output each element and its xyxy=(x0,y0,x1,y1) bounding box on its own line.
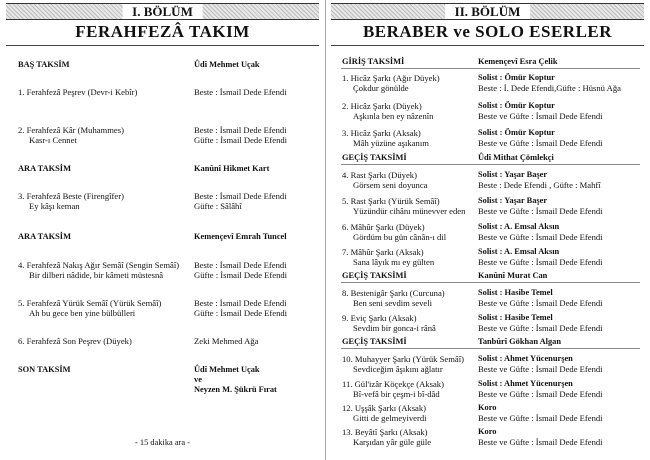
credit-line: Beste ve Güfte : İsmail Dede Efendi xyxy=(478,389,603,399)
page-title: BERABER ve SOLO ESERLER xyxy=(362,22,613,41)
lyric-line: Ben seni sevdim seveli xyxy=(353,298,433,308)
performer-name: Kemençevî Esra Çelik xyxy=(478,57,558,66)
credit-line: Zeki Mehmed Ağa xyxy=(194,336,259,346)
performer xyxy=(194,365,277,395)
part-heading: II. BÖLÜM xyxy=(445,4,531,19)
credit-line: Beste ve Güfte : İsmail Dede Efendi xyxy=(478,413,603,423)
section-underline xyxy=(341,164,640,165)
piece-title xyxy=(18,298,161,318)
title-rule xyxy=(331,45,644,46)
taksim-heading xyxy=(342,153,407,163)
performer-name: Kanûnî Murat Can xyxy=(478,271,548,280)
credits xyxy=(194,336,258,346)
page-title: FERAHFEZÂ TAKIM xyxy=(75,22,250,41)
lyric-line: Yüzündür cihânı münevver eden xyxy=(353,206,466,216)
title-rule xyxy=(6,45,319,46)
section-underline xyxy=(341,282,640,283)
performer xyxy=(478,57,558,67)
piece-name: 1. Ferahfezâ Peşrev (Devr-i Kebîr) xyxy=(18,87,138,97)
piece-name: 3. Ferahfezâ Beste (Firengîfer) xyxy=(18,191,124,201)
performer-name: Ûdî Mehmet Uçak xyxy=(194,365,260,374)
credits xyxy=(194,191,287,211)
credits xyxy=(478,379,603,399)
piece-name: 4. Ferahfezâ Nakış Ağır Semâî (Sengin Semâî) xyxy=(18,260,180,270)
piece-name: 6. Mâhûr Şarkı (Düyek) xyxy=(342,222,425,232)
section-label: ARA TAKSİM xyxy=(18,164,71,173)
taksim-heading xyxy=(18,164,71,174)
credit-line: Beste ve Güfte : İsmail Dede Efendi xyxy=(478,138,603,148)
section-label: GEÇİŞ TAKSİMİ xyxy=(342,271,407,280)
credit-line: Beste ve Güfte : İsmail Dede Efendi xyxy=(478,298,603,308)
lyric-line: Ey kâşı keman xyxy=(29,201,80,211)
piece-title xyxy=(342,247,434,267)
soloist: Solist : A. Emsal Aksın xyxy=(478,247,560,256)
piece-name: 1. Hicâz Şarkı (Ağır Düyek) xyxy=(342,73,440,83)
lyric-line: Kasr-ı Cennet xyxy=(29,135,77,145)
credits xyxy=(478,427,603,447)
performer-name: Neyzen M. Şükrü Fırat xyxy=(194,385,277,394)
piece-name: 9. Eviç Şarkı (Aksak) xyxy=(342,313,417,323)
performer xyxy=(194,232,287,242)
credits xyxy=(194,125,287,145)
performer xyxy=(478,271,547,281)
credits xyxy=(478,73,621,93)
piece-name: 2. Hicâz Şarkı (Düyek) xyxy=(342,101,422,111)
piece-title xyxy=(342,196,465,216)
performer-name: Kemençevî Emrah Tuncel xyxy=(194,232,287,241)
piece-name: 3. Hicâz Şarkı (Aksak) xyxy=(342,128,421,138)
credits xyxy=(478,288,603,308)
soloist: Solist : Hasibe Temel xyxy=(478,288,553,297)
credit-line: Beste : Dede Efendi , Güfte : Mahfî xyxy=(478,180,601,190)
piece-title xyxy=(18,260,179,280)
piece-title xyxy=(18,336,132,346)
credit-line: Beste : İsmail Dede Efendi xyxy=(194,191,287,201)
piece-name: 10. Muhayyer Şarkı (Yürük Semâî) xyxy=(342,354,464,364)
credits xyxy=(478,128,603,148)
piece-title xyxy=(342,288,445,308)
credit-line: Beste : İsmail Dede Efendi xyxy=(194,260,287,270)
piece-name: 4. Rast Şarkı (Düyek) xyxy=(342,170,417,180)
soloist: Solist : Ömür Koptur xyxy=(478,101,555,110)
credit-line: Güfte : İsmail Dede Efendi xyxy=(194,270,288,280)
section-label: GEÇİŞ TAKSİMİ xyxy=(342,337,407,346)
piece-title xyxy=(342,354,464,374)
credit-line: Beste : İ. Dede Efendi,Güfte : Hüsnü Ağa xyxy=(478,83,621,93)
soloist: Solist : Ahmet Yücenurşen xyxy=(478,354,573,363)
credit-line: Beste ve Güfte : İsmail Dede Efendi xyxy=(478,437,603,447)
section-header-bar xyxy=(6,3,319,20)
performer-name: Kanûnî Hikmet Kart xyxy=(194,164,270,173)
credit-line: Beste ve Güfte : İsmail Dede Efendi xyxy=(478,111,603,121)
credit-line: Beste ve Güfte : İsmail Dede Efendi xyxy=(478,232,603,242)
soloist: Koro xyxy=(478,427,497,436)
piece-title xyxy=(342,427,431,447)
performer xyxy=(478,153,554,163)
performer xyxy=(478,337,561,347)
lyric-line: Gitti de gelmeyiverdi xyxy=(353,413,427,423)
piece-name: 7. Mâhûr Şarkı (Aksak) xyxy=(342,247,424,257)
section-label: ARA TAKSİM xyxy=(18,232,71,241)
soloist: Solist : Ömür Koptur xyxy=(478,73,555,82)
taksim-heading xyxy=(18,232,71,242)
credits xyxy=(478,222,603,242)
lyric-line: Sevdiceğim âşıkını ağlatır xyxy=(353,364,443,374)
taksim-heading xyxy=(342,57,404,67)
piece-title xyxy=(342,313,436,333)
soloist: Solist : Ahmet Yücenurşen xyxy=(478,379,573,388)
section-underline xyxy=(341,348,640,349)
credits xyxy=(194,298,287,318)
credits xyxy=(478,403,603,423)
lyric-line: Sana lâyık mı ey gülten xyxy=(353,257,435,267)
lyric-line: Çokdur gönülde xyxy=(353,83,409,93)
piece-title xyxy=(342,73,440,93)
performer xyxy=(194,164,269,174)
piece-title xyxy=(342,128,429,148)
credits xyxy=(194,260,287,280)
piece-name: 13. Beyâtî Şarkı (Aksak) xyxy=(342,427,428,437)
piece-name: 6. Ferahfezâ Son Peşrev (Düyek) xyxy=(18,336,132,346)
lyric-line: Karşıdan yâr güle güle xyxy=(353,437,432,447)
piece-name: 8. Bestenigâr Şarkı (Curcuna) xyxy=(342,288,445,298)
lyric-line: Ah bu gece ben yine bülbülleri xyxy=(29,308,136,318)
piece-name: 5. Rast Şarkı (Yürük Semâî) xyxy=(342,196,440,206)
credit-line: Beste : İsmail Dede Efendi xyxy=(194,125,287,135)
credit-line: Beste : İsmail Dede Efendi xyxy=(194,298,287,308)
performer-name: Ûdî Mehmet Uçak xyxy=(194,60,260,69)
credits xyxy=(478,313,603,333)
lyric-line: Sevdim bir gonca-i rânâ xyxy=(353,323,436,333)
credits xyxy=(478,354,603,374)
taksim-heading xyxy=(18,60,70,70)
credits xyxy=(478,196,603,216)
piece-name: 5. Ferahfezâ Yürük Semâî (Yürük Semâî) xyxy=(18,298,162,308)
lyric-line: Bî-vefâ bir çeşm-i bî-dâd xyxy=(353,389,440,399)
right-page xyxy=(325,0,650,460)
piece-name: 11. Gül'izâr Köçekçe (Aksak) xyxy=(342,379,444,389)
credit-line: Güfte : İsmail Dede Efendi xyxy=(194,135,288,145)
soloist: Koro xyxy=(478,403,497,412)
piece-title xyxy=(18,191,124,211)
section-label: GİRİŞ TAKSİMİ xyxy=(342,57,405,66)
taksim-heading xyxy=(18,365,71,375)
lyric-line: Gördüm bu gün cânân-ı dil xyxy=(353,232,447,242)
soloist: Solist : Hasibe Temel xyxy=(478,313,553,322)
credit-line: Beste ve Güfte : İsmail Dede Efendi xyxy=(478,257,603,267)
credit-line: Beste ve Güfte : İsmail Dede Efendi xyxy=(478,364,603,374)
piece-title xyxy=(342,101,433,121)
credits xyxy=(478,170,601,190)
credit-line: Beste ve Güfte : İsmail Dede Efendi xyxy=(478,323,603,333)
part-heading: I. BÖLÜM xyxy=(122,4,203,19)
lyric-line: Bir dilberi nâdide, bir kâmeti müstesnâ xyxy=(29,270,164,280)
section-label: SON TAKSİM xyxy=(18,365,71,374)
credit-line: Güfte : İsmail Dede Efendi xyxy=(194,308,288,318)
taksim-heading xyxy=(342,337,407,347)
section-label: GEÇİŞ TAKSİMİ xyxy=(342,153,407,162)
piece-title xyxy=(342,403,427,423)
credits xyxy=(478,101,603,121)
soloist: Solist : Yaşar Başer xyxy=(478,170,548,179)
performer-name: Tanbûrî Gökhan Algan xyxy=(478,337,562,346)
section-header-bar xyxy=(331,3,644,20)
soloist: Solist : A. Emsal Aksın xyxy=(478,222,560,231)
lyric-line: Görsem seni doyunca xyxy=(353,180,428,190)
lyric-line: Aşkınla ben ey nâzenîn xyxy=(353,111,434,121)
soloist: Solist : Ömür Koptur xyxy=(478,128,555,137)
piece-title xyxy=(342,379,444,399)
section-label: BAŞ TAKSİM xyxy=(18,60,70,69)
piece-title xyxy=(342,170,427,190)
section-underline xyxy=(341,68,640,69)
taksim-heading xyxy=(342,271,407,281)
credit-line: Güfte : Sâlâhî xyxy=(194,201,242,211)
credit-line: Beste ve Güfte : İsmail Dede Efendi xyxy=(478,206,603,216)
credit-line: Beste : İsmail Dede Efendi xyxy=(194,87,287,97)
intermission-note: - 15 dakika ara - xyxy=(135,438,190,447)
performer xyxy=(194,60,260,70)
piece-title xyxy=(342,222,446,242)
piece-name: 2. Ferahfezâ Kâr (Muhammes) xyxy=(18,125,124,135)
soloist: Solist : Yaşar Başer xyxy=(478,196,548,205)
piece-name: 12. Uşşâk Şarkı (Aksak) xyxy=(342,403,427,413)
piece-title xyxy=(18,87,137,97)
credits xyxy=(478,247,603,267)
performer-name: Ûdî Mithat Çömlekçi xyxy=(478,153,554,162)
lyric-line: Mâh yüzüne aşıkanım xyxy=(353,138,429,148)
piece-title xyxy=(18,125,124,145)
performer-name: ve xyxy=(194,375,202,384)
credits xyxy=(194,87,287,97)
